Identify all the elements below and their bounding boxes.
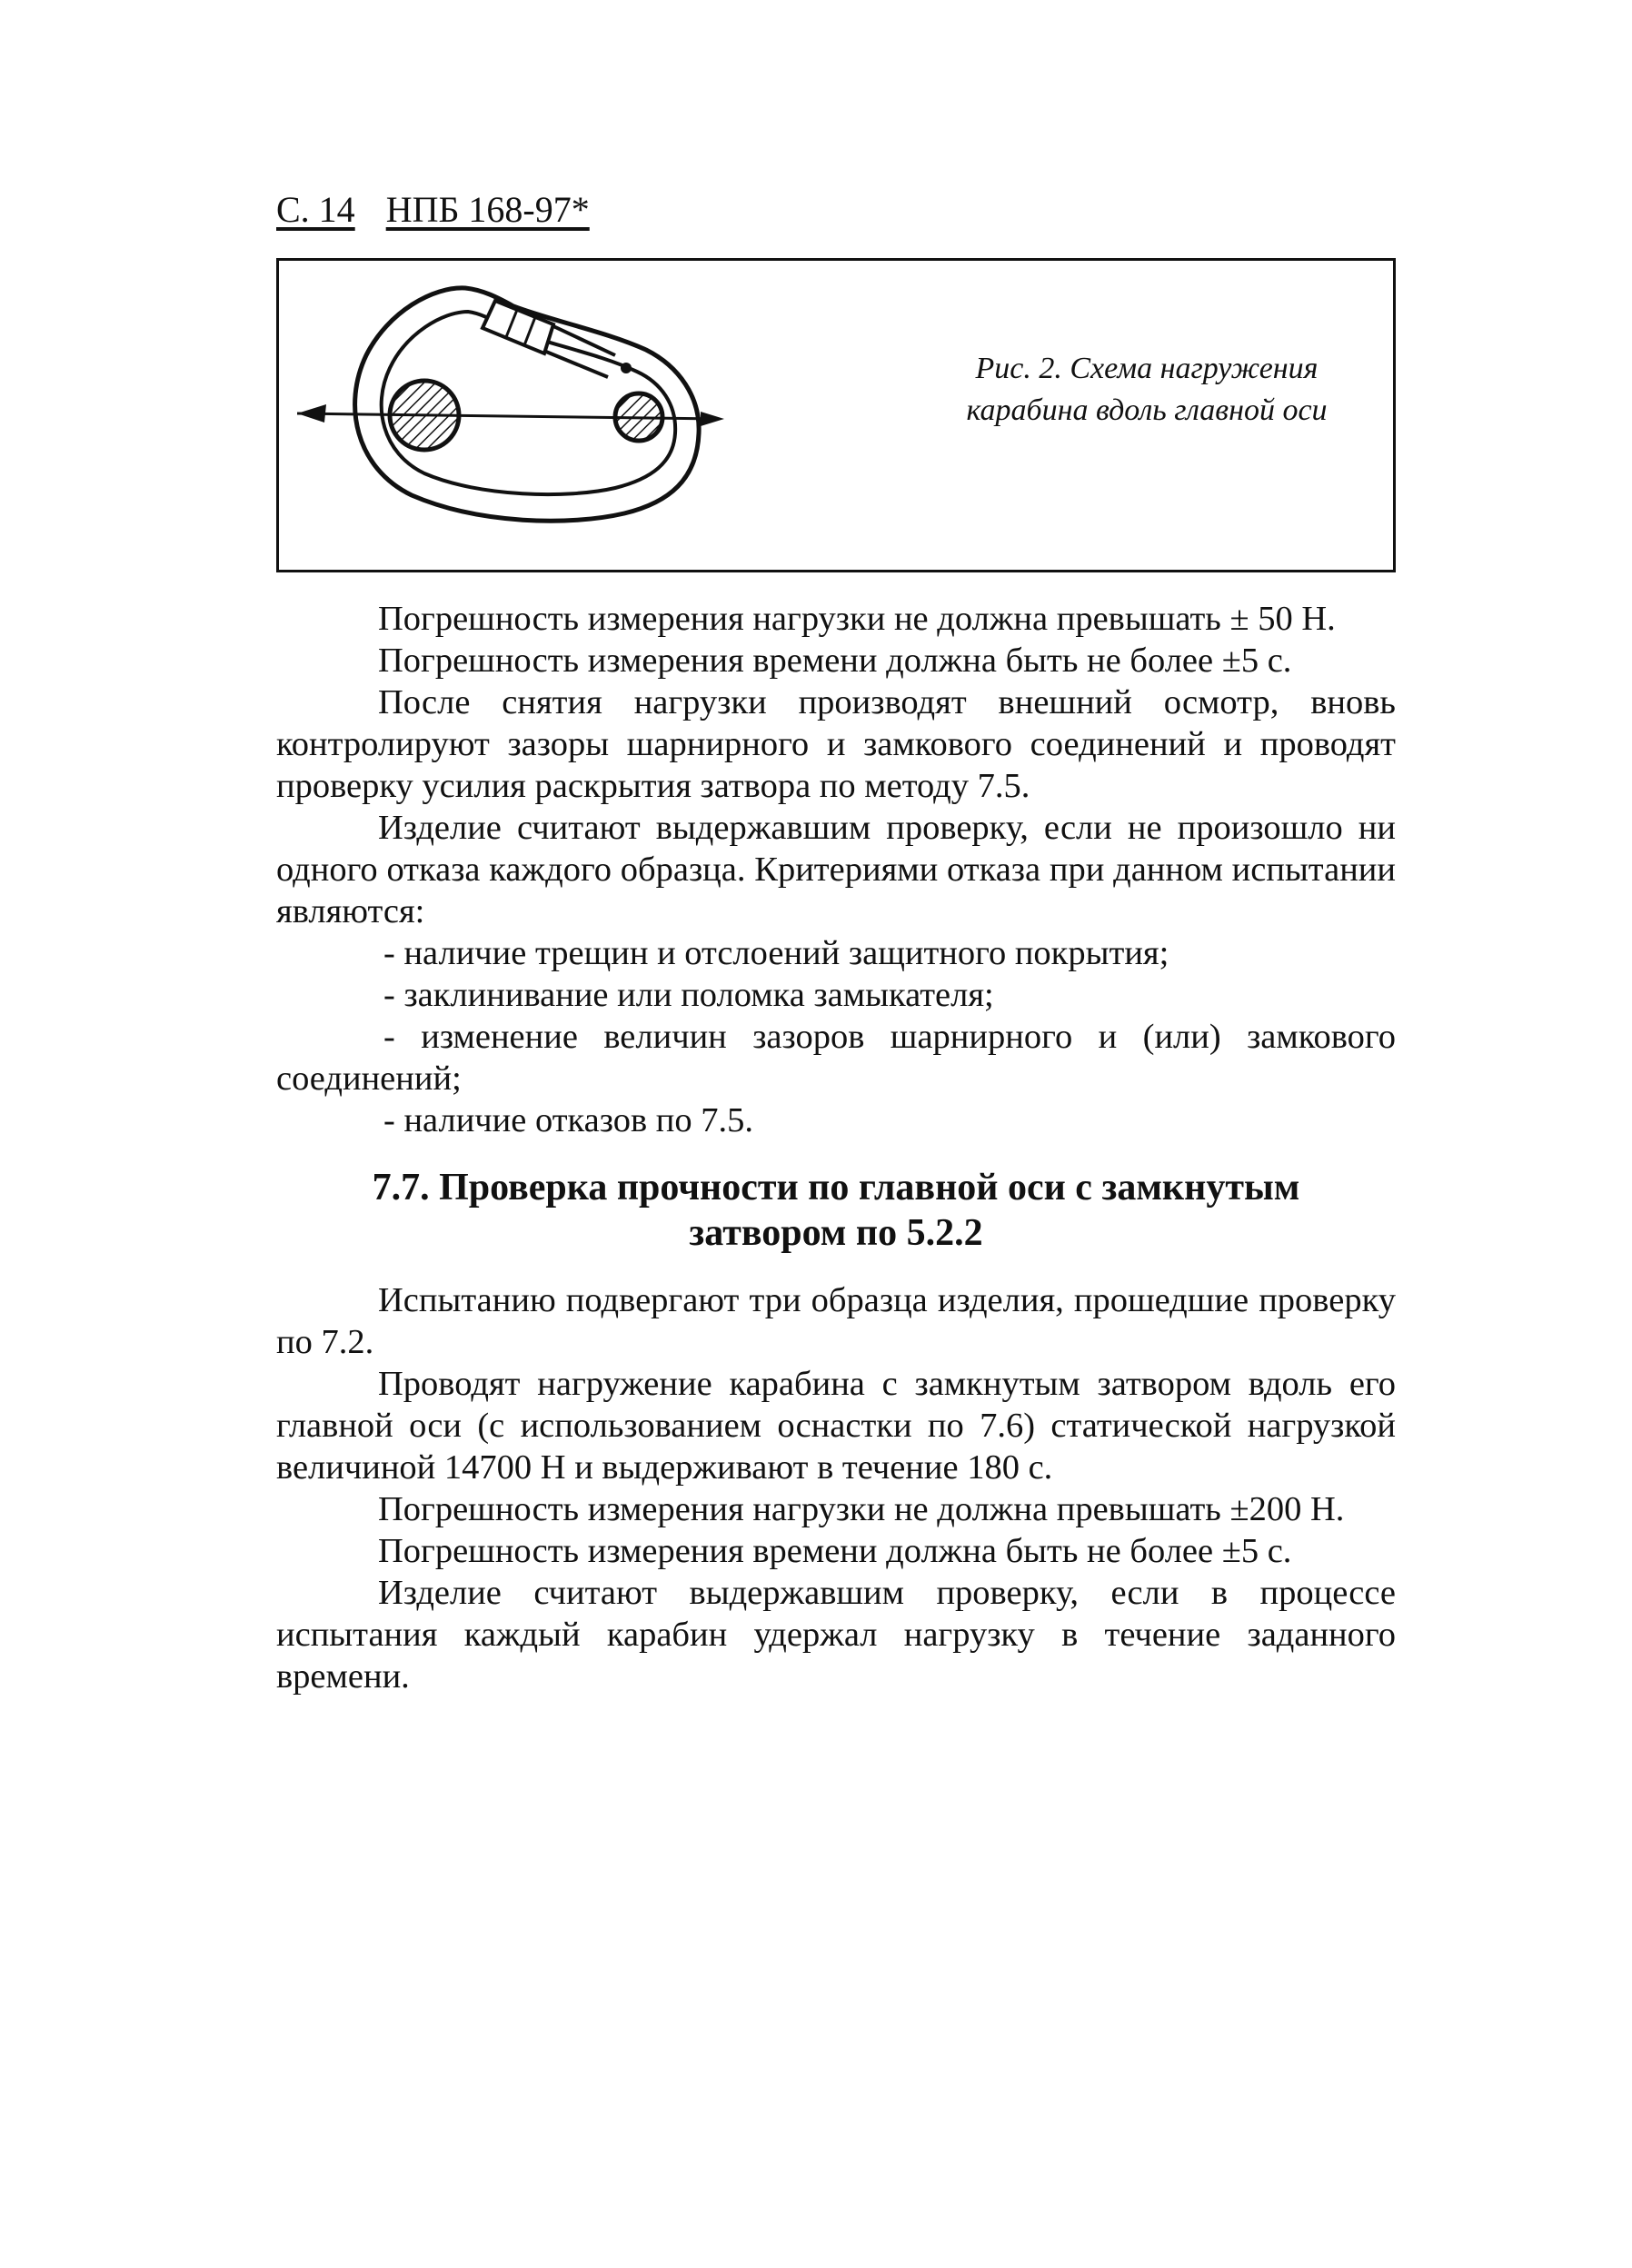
list-item: - заклинивание или поломка замыкателя; [383,976,994,1014]
list-item: - наличие трещин и отслоений защитного покрытия; [383,934,1169,972]
paragraph: Погрешность измерения нагрузки не должна превышать ± 50 Н. [378,600,1336,638]
left-arrow-icon [297,404,326,423]
list-item: - наличие отказов по 7.5. [383,1101,754,1139]
paragraph: Погрешность измерения нагрузки не должна превышать ±200 Н. [378,1490,1345,1528]
page-header [276,187,590,233]
standard-code: НПБ 168-97* [385,189,590,230]
paragraph: Проводят нагружение карабина с замкнутым затвором вдоль его главной оси (с использованием оснастки по 7.6) статической нагрузкой величиной 14700 Н и выдерживают в течение 180 с. [276,1365,1396,1487]
paragraph: После снятия нагрузки производят внешний осмотр, вновь контролируют зазоры шарнирного и замкового соединений и проводят проверку усилия раскрытия затвора по методу 7.5. [276,683,1396,805]
list-item: - изменение величин зазоров шарнирного и (или) замкового соединений; [276,1018,1396,1098]
paragraphs-before-section [276,598,1396,1141]
gate-sleeve [483,301,553,353]
paragraph: Изделие считают выдержавшим проверку, если не произошло ни одного отказа каждого образца. Критериями отказа при данном испытании являются: [276,809,1396,930]
right-arrow-icon [701,412,724,426]
paragraph: Испытанию подвергают три образца изделия, прошедшие проверку по 7.2. [276,1281,1396,1361]
page-number: С. 14 [276,189,355,230]
paragraph: Изделие считают выдержавшим проверку, если в процессе испытания каждый карабин удержал нагрузку в течение заданного времени. [276,1574,1396,1696]
gate-bar [546,326,632,377]
figure-caption: Рис. 2. Схема нагружения карабина вдоль главной оси [966,352,1328,427]
paragraph: Погрешность измерения времени должна быть не более ±5 с. [378,642,1292,680]
paragraph: Погрешность измерения времени должна быть не более ±5 с. [378,1532,1292,1570]
figure-frame [276,258,1396,572]
section-heading: 7.7. Проверка прочности по главной оси с замкнутым затвором по 5.2.2 [372,1167,1300,1254]
body-text [276,598,1396,1697]
paragraphs-after-section [276,1279,1396,1697]
